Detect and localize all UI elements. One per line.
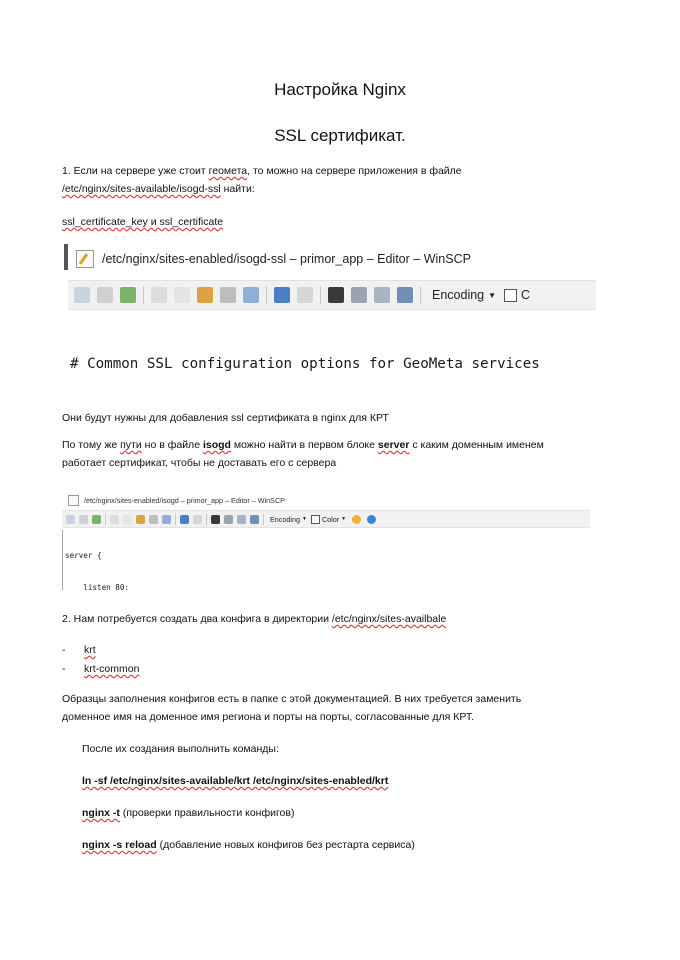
cut-icon: [174, 287, 190, 303]
code-content: [68, 314, 596, 380]
toolbar-separator: [105, 514, 106, 525]
code-line: # Common SSL configuration options for GeoMeta services: [70, 356, 540, 372]
paragraph-7: [82, 740, 642, 758]
paragraph-5: [62, 610, 622, 628]
command-1: [82, 772, 642, 790]
toolbar-separator: [420, 286, 421, 304]
color-checkbox: [504, 289, 517, 302]
window-titlebar: [68, 492, 285, 508]
chevron-down-icon: ▼: [301, 516, 307, 522]
help-icon: [367, 515, 376, 524]
find-next-icon: [237, 515, 246, 524]
p1-text-a: 1. Если на сервере уже стоит: [62, 165, 209, 177]
p4-text-a: По тому же: [62, 439, 121, 451]
chevron-down-icon: ▼: [341, 516, 347, 522]
paste-icon: [136, 515, 145, 524]
encoding-label: Encoding: [432, 288, 485, 302]
document-subtitle: SSL сертификат.: [274, 126, 406, 145]
settings-icon: [352, 515, 361, 524]
p6-line2: доменное имя на доменное имя региона и порты на порты, согласованные для КРТ.: [62, 711, 475, 723]
p4-word3: server: [377, 439, 410, 451]
paragraph-4: [62, 436, 622, 472]
select-all-icon: [162, 515, 171, 524]
p7-text: После их создания выполнить команды:: [82, 743, 279, 755]
color-label: Color: [321, 514, 340, 524]
cmd2-bold: nginx -t: [82, 807, 120, 819]
redo-icon: [193, 515, 202, 524]
replace-icon: [224, 515, 233, 524]
p4-text-b: но в файле: [141, 439, 203, 451]
goto-line-icon: [250, 515, 259, 524]
command-2: [82, 804, 642, 822]
p1-path: /etc/nginx/sites-available/isogd-ssl: [62, 183, 221, 195]
p2-text: ssl_certificate_key и ssl_certificate: [62, 216, 224, 228]
code-content: [62, 530, 590, 590]
save-icon: [66, 515, 75, 524]
properties-icon: [97, 287, 113, 303]
color-dropdown: [322, 515, 346, 524]
cmd3-rest: (добавление новых конфигов без рестарта сервиса): [156, 839, 415, 851]
editor-toolbar: [62, 510, 590, 528]
paragraph-2: [62, 213, 622, 231]
properties-icon: [79, 515, 88, 524]
p3-text: Они будут нужны для добавления ssl сертификата в nginx для КРТ: [62, 412, 389, 424]
p5-text-a: 2. Нам потребуется создать два конфига в директории: [62, 613, 332, 625]
winscp-editor-screenshot-small: [62, 490, 590, 590]
p6-line1: Образцы заполнения конфигов есть в папке с этой документацией. В них требуется заменить: [62, 693, 522, 705]
list-item: [62, 644, 262, 656]
find-icon: [328, 287, 344, 303]
edit-file-icon: [76, 250, 94, 268]
copy-icon: [151, 287, 167, 303]
color-checkbox: [311, 515, 320, 524]
encoding-label: Encoding: [270, 514, 300, 524]
p4-text-c: можно найти в первом блоке: [230, 439, 378, 451]
p1-word: геомета: [208, 165, 248, 177]
replace-icon: [351, 287, 367, 303]
window-title: /etc/nginx/sites-enabled/isogd-ssl – primor_app – Editor – WinSCP: [102, 252, 471, 266]
document-title: Настройка Nginx: [274, 80, 406, 99]
toolbar-separator: [263, 514, 264, 525]
undo-icon: [274, 287, 290, 303]
window-edge: [64, 244, 68, 270]
paste-icon: [197, 287, 213, 303]
find-icon: [211, 515, 220, 524]
command-3: [82, 836, 642, 854]
chevron-down-icon: ▼: [488, 290, 497, 300]
list-item-text: krt-common: [84, 663, 140, 675]
window-titlebar: [76, 246, 591, 272]
encoding-dropdown: [270, 515, 307, 524]
window-title: /etc/nginx/sites-enabled/isogd – primor_app – Editor – WinSCP: [84, 495, 285, 505]
cmd3-bold: nginx -s reload: [82, 839, 157, 851]
toolbar-separator: [206, 514, 207, 525]
color-label: C: [521, 288, 531, 302]
editor-toolbar: [68, 280, 596, 310]
goto-line-icon: [397, 287, 413, 303]
p4-word2: isogd: [202, 439, 231, 451]
p5-path: /etc/nginx/sites-availbale: [331, 613, 447, 625]
encoding-dropdown: [432, 288, 496, 302]
copy-icon: [110, 515, 119, 524]
code-line: listen 80;: [65, 582, 130, 590]
p4-word1: пути: [120, 439, 142, 451]
list-item-text: krt: [84, 644, 96, 656]
p4-line2: работает сертификат, чтобы не доставать его с сервера: [62, 457, 337, 469]
delete-icon: [149, 515, 158, 524]
code-line: server {: [65, 551, 102, 560]
delete-icon: [220, 287, 236, 303]
reload-icon: [92, 515, 101, 524]
toolbar-separator: [320, 286, 321, 304]
p1-text-c: найти:: [220, 183, 255, 195]
select-all-icon: [243, 287, 259, 303]
cut-icon: [123, 515, 132, 524]
list-bullet: -: [62, 663, 66, 675]
winscp-editor-screenshot-large: [64, 240, 596, 380]
redo-icon: [297, 287, 313, 303]
paragraph-6: [62, 690, 622, 726]
p4-text-d: с каким доменным именем: [409, 439, 544, 451]
find-next-icon: [374, 287, 390, 303]
paragraph-3: [62, 409, 622, 427]
cmd1-text: ln -sf /etc/nginx/sites-available/krt /etc/nginx/sites-enabled/krt: [82, 775, 389, 787]
list-item: [62, 663, 262, 675]
p1-text-b: , то можно на сервере приложения в файле: [247, 165, 462, 177]
reload-icon: [120, 287, 136, 303]
save-icon: [74, 287, 90, 303]
toolbar-separator: [143, 286, 144, 304]
paragraph-1: [62, 162, 622, 198]
toolbar-separator: [266, 286, 267, 304]
edit-file-icon: [68, 495, 79, 506]
toolbar-separator: [175, 514, 176, 525]
list-bullet: -: [62, 644, 66, 656]
undo-icon: [180, 515, 189, 524]
cmd2-rest: (проверки правильности конфигов): [119, 807, 295, 819]
